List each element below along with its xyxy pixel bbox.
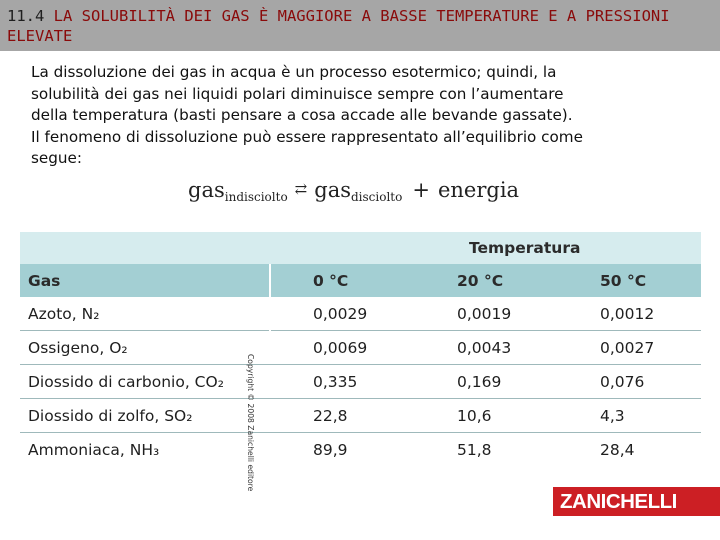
publisher-logo: ZANICHELLI	[553, 487, 720, 516]
value-cell-20c: 0,0019	[457, 305, 512, 323]
gas-name-cell: Diossido di zolfo, SO₂	[28, 407, 193, 425]
dissolution-equation	[188, 178, 519, 204]
column-header-gas: Gas	[28, 271, 61, 290]
table-row	[20, 331, 701, 365]
value-cell-50c: 28,4	[600, 441, 635, 459]
temperature-group-header: Temperatura	[469, 239, 581, 257]
value-cell-50c: 0,0012	[600, 305, 655, 323]
body-paragraph: La dissoluzione dei gas in acqua è un processo esotermico; quindi, la solubilità dei gas nei liquidi polari diminuisce sempre con l’aumentare della temperatura (basti pensare a cosa accade alle bevande gassate). Il fenomeno di dissoluzione può essere rappresentato all’equilibrio come segue:	[31, 63, 583, 167]
value-cell-0c: 0,0029	[313, 305, 368, 323]
value-cell-0c: 22,8	[313, 407, 348, 425]
slide-title	[7, 6, 713, 46]
equation-right-sub: disciolto	[351, 190, 403, 204]
value-cell-20c: 0,169	[457, 373, 502, 391]
column-header-20c: 20 °C	[457, 271, 504, 290]
value-cell-0c: 0,335	[313, 373, 358, 391]
gas-name-cell: Ammoniaca, NH₃	[28, 441, 160, 459]
gas-name-cell: Ossigeno, O₂	[28, 339, 128, 357]
value-cell-0c: 0,0069	[313, 339, 368, 357]
copyright-notice: Copyright © 2008 Zanichelli editore	[246, 354, 255, 492]
equilibrium-arrow-icon: ⇄	[294, 180, 308, 198]
title-text: LA SOLUBILITÀ DEI GAS È MAGGIORE A BASSE TEMPERATURE E A PRESSIONI ELEVATE	[7, 7, 670, 45]
title-number: 11.4	[7, 7, 45, 25]
value-cell-50c: 0,076	[600, 373, 645, 391]
value-cell-50c: 0,0027	[600, 339, 655, 357]
table-column-divider	[269, 264, 271, 331]
equation-plus: +	[412, 178, 430, 202]
gas-name-cell: Azoto, N₂	[28, 305, 100, 323]
equation-left-base: gas	[188, 178, 225, 202]
value-cell-20c: 10,6	[457, 407, 492, 425]
table-row	[20, 399, 701, 433]
solubility-table	[20, 232, 701, 466]
value-cell-20c: 0,0043	[457, 339, 512, 357]
equation-left-sub: indisciolto	[224, 190, 288, 204]
table-header-row	[20, 264, 701, 297]
table-row	[20, 365, 701, 399]
value-cell-20c: 51,8	[457, 441, 492, 459]
value-cell-50c: 4,3	[600, 407, 625, 425]
column-header-50c: 50 °C	[600, 271, 647, 290]
table-row	[20, 433, 701, 467]
gas-name-cell: Diossido di carbonio, CO₂	[28, 373, 224, 391]
column-header-0c: 0 °C	[313, 271, 349, 290]
equation-right-base: gas	[314, 178, 351, 202]
table-group-header-row	[20, 232, 701, 264]
value-cell-0c: 89,9	[313, 441, 348, 459]
table-row	[20, 297, 701, 331]
equation-energy: energia	[437, 178, 520, 202]
